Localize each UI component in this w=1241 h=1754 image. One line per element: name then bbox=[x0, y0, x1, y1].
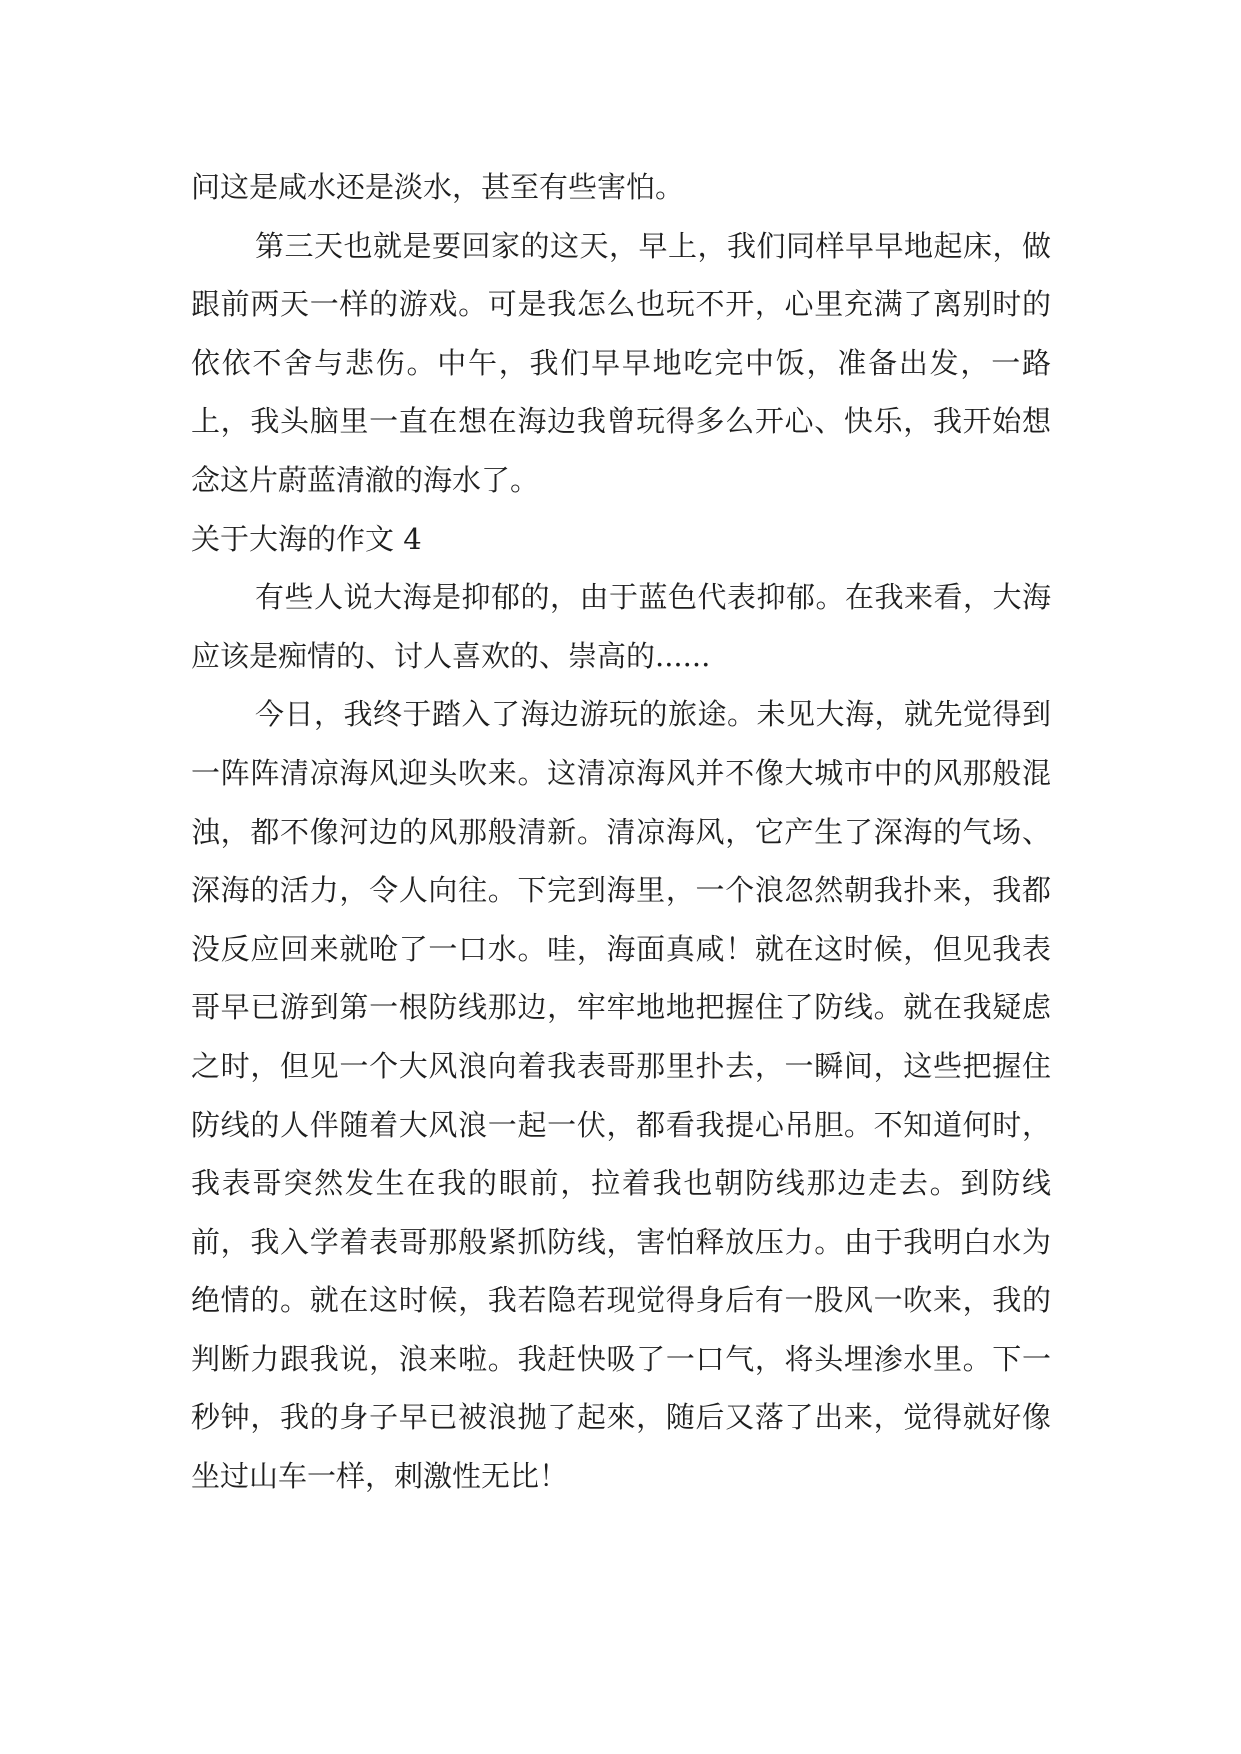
paragraph-intro: 有些人说大海是抑郁的，由于蓝色代表抑郁。在我来看，大海应该是痴情的、讨人喜欢的、崇高的...... bbox=[191, 580, 1051, 673]
document-body bbox=[191, 158, 1051, 1506]
essay-heading: 关于大海的作文 4 bbox=[191, 521, 422, 556]
paragraph-continuation: 问这是咸水还是淡水，甚至有些害怕。 bbox=[191, 170, 685, 204]
paragraph-main: 今日，我终于踏入了海边游玩的旅途。未见大海，就先觉得到一阵阵清凉海风迎头吹来。这清凉海风并不像大城市中的风那般混浊，都不像河边的风那般清新。清凉海风，它产生了深海的气场、深海的活力，令人向往。下完到海里，一个浪忽然朝我扑来，我都没反应回来就呛了一口水。哇，海面真咸！就在这时候，但见我表哥早已游到第一根防线那边，牢牢地地把握住了防线。就在我疑虑之时，但见一个大风浪向着我表哥那里扑去，一瞬间，这些把握住防线的人伴随着大风浪一起一伏，都看我提心吊胆。不知道何时，我表哥突然发生在我的眼前，拉着我也朝防线那边走去。到防线前，我入学着表哥那般紧抓防线，害怕释放压力。由于我明白水为绝情的。就在这时候，我若隐若现觉得身后有一股风一吹来，我的判断力跟我说，浪来啦。我赶快吸了一口气，将头埋渗水里。下一秒钟，我的身子早已被浪抛了起來，随后又落了出来，觉得就好像坐过山车一样，刺激性无比！ bbox=[191, 697, 1051, 1494]
paragraph-day-three: 第三天也就是要回家的这天，早上，我们同样早早地起床，做跟前两天一样的游戏。可是我怎么也玩不开，心里充满了离别时的依依不舍与悲伤。中午，我们早早地吃完中饭，准备出发，一路上，我头脑里一直在想在海边我曾玩得多么开心、快乐，我开始想念这片蔚蓝清澈的海水了。 bbox=[191, 228, 1051, 497]
